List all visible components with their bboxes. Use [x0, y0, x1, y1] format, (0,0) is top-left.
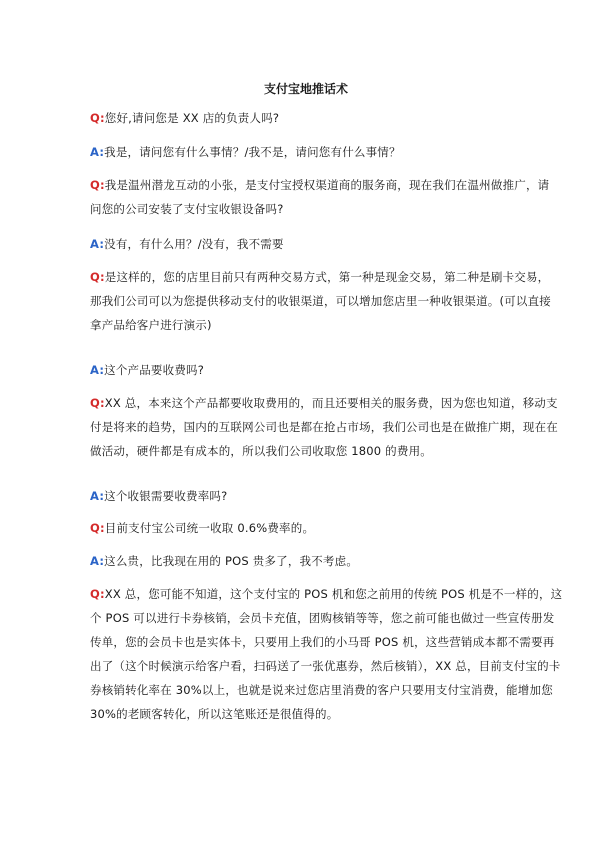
- dialogue-text: 券核销转化率在 30%以上，也就是说来过您店里消费的客户只要用支付宝消费，能增加您: [90, 683, 553, 697]
- dialogue-text: 个 POS 可以进行卡券核销，会员卡充值，团购核销等等，您之前可能也做过一些宣传册发: [90, 611, 555, 625]
- dialogue-text: 我是温州潜龙互动的小张，是支付宝授权渠道商的服务商，现在我们在温州做推广，请: [104, 178, 550, 192]
- dialogue-question-3: [90, 265, 551, 337]
- dialogue-answer-1: [90, 140, 522, 164]
- dialogue-answer-2: [90, 232, 522, 256]
- dialogue-text: 是这样的，您的店里目前只有两种交易方式，第一种是现金交易，第二种是刷卡交易，: [104, 270, 550, 284]
- answer-marker: A:: [90, 363, 105, 377]
- dialogue-answer-5: [90, 549, 522, 573]
- dialogue-question-5: [90, 516, 522, 540]
- dialogue-text: 出了（这个时候演示给客户看，扫码送了一张优惠券，然后核销），XX 总，目前支付宝的卡: [90, 659, 561, 673]
- answer-marker: A:: [90, 145, 105, 159]
- dialogue-answer-4: [90, 484, 522, 508]
- dialogue-text: 那我们公司可以为您提供移动支付的收银渠道，可以增加您店里一种收银渠道。(可以直接: [90, 294, 551, 308]
- dialogue-text: 我是，请问您有什么事情？/我不是，请问您有什么事情？: [104, 145, 401, 159]
- dialogue-text: 问您的公司安装了支付宝收银设备吗?: [90, 202, 284, 216]
- dialogue-question-1: [90, 106, 522, 130]
- dialogue-text: 30%的老顾客转化，所以这笔账还是很值得的。: [90, 707, 339, 721]
- answer-marker: A:: [90, 554, 105, 568]
- dialogue-text: 传单，您的会员卡也是实体卡，只要用上我们的小马哥 POS 机，这些营销成本都不需要再: [90, 635, 555, 649]
- dialogue-question-2: [90, 173, 550, 221]
- dialogue-answer-3: [90, 358, 522, 382]
- document-title: 支付宝地推话术: [263, 82, 348, 96]
- question-marker: Q:: [90, 178, 105, 192]
- dialogue-text: 付是将来的趋势，国内的互联网公司也是都在抢占市场，我们公司也是在做推广期，现在在: [90, 420, 558, 434]
- dialogue-text: 这么贵，比我现在用的 POS 贵多了，我不考虑。: [104, 554, 359, 568]
- question-marker: Q:: [90, 111, 105, 125]
- question-marker: Q:: [90, 270, 105, 284]
- question-marker: Q:: [90, 521, 105, 535]
- dialogue-text: 做活动，硬件都是有成本的，所以我们公司收取您 1800 的费用。: [90, 444, 432, 458]
- dialogue-text: XX 总，本来这个产品都要收取费用的，而且还要相关的服务费，因为您也知道，移动支: [104, 396, 558, 410]
- question-marker: Q:: [90, 587, 105, 601]
- dialogue-text: 目前支付宝公司统一收取 0.6%费率的。: [104, 521, 315, 535]
- dialogue-text: 没有，有什么用？/没有，我不需要: [104, 237, 284, 251]
- question-marker: Q:: [90, 396, 105, 410]
- dialogue-question-6: [90, 582, 563, 726]
- answer-marker: A:: [90, 489, 105, 503]
- dialogue-text: 这个收银需要收费率吗?: [104, 489, 228, 503]
- dialogue-text: 这个产品要收费吗?: [104, 363, 205, 377]
- dialogue-text: XX 总，您可能不知道，这个支付宝的 POS 机和您之前用的传统 POS 机是不一样的，这: [104, 587, 563, 601]
- dialogue-question-4: [90, 391, 558, 463]
- answer-marker: A:: [90, 237, 105, 251]
- dialogue-text: 拿产品给客户进行演示): [90, 318, 212, 332]
- dialogue-text: 您好,请问您是 XX 店的负责人吗?: [104, 111, 280, 125]
